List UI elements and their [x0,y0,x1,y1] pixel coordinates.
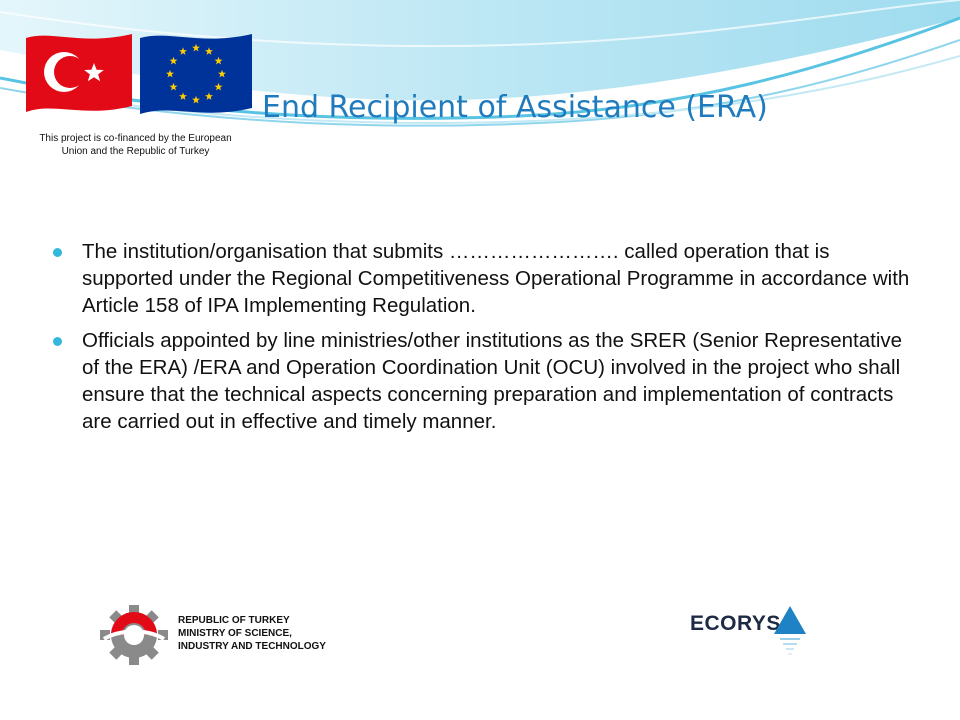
cofinance-line-1: This project is co-financed by the European [39,133,232,144]
bullet-icon [53,337,62,346]
bullet-list [50,238,910,443]
bullet-text: The institution/organisation that submits ……………………. called operation that is supported under the Regional Competitiveness Operational Programme in accordance with Article 158 of IPA Implementing Regulation. [82,240,910,317]
ecorys-triangle-icon [770,602,810,660]
bullet-text: Officials appointed by line ministries/other institutions as the SRER (Senior Representative of the ERA) /ERA and Operation Coordination Unit (OCU) involved in the project who shall ensure that the technical aspects concerning preparation and implementation of contracts are carried out in effective and timely manner. [82,329,903,433]
ministry-line-1: REPUBLIC OF TURKEY [178,615,290,626]
bullet-item [50,238,910,319]
cofinance-note [8,132,263,158]
cofinance-line-2: Union and the Republic of Turkey [61,146,210,157]
turkish-flag-icon [22,28,136,114]
bullet-icon [53,248,62,257]
slide-title: End Recipient of Assistance (ERA) [262,90,768,125]
bullet-item [50,327,910,435]
ecorys-logo-text: ECORYS [690,612,781,635]
ministry-line-3: INDUSTRY AND TECHNOLOGY [178,641,326,652]
eu-flag-icon [138,30,254,116]
ministry-name [178,614,326,653]
ministry-line-2: MINISTRY OF SCIENCE, [178,628,292,639]
ministry-gear-logo-icon [96,604,172,666]
